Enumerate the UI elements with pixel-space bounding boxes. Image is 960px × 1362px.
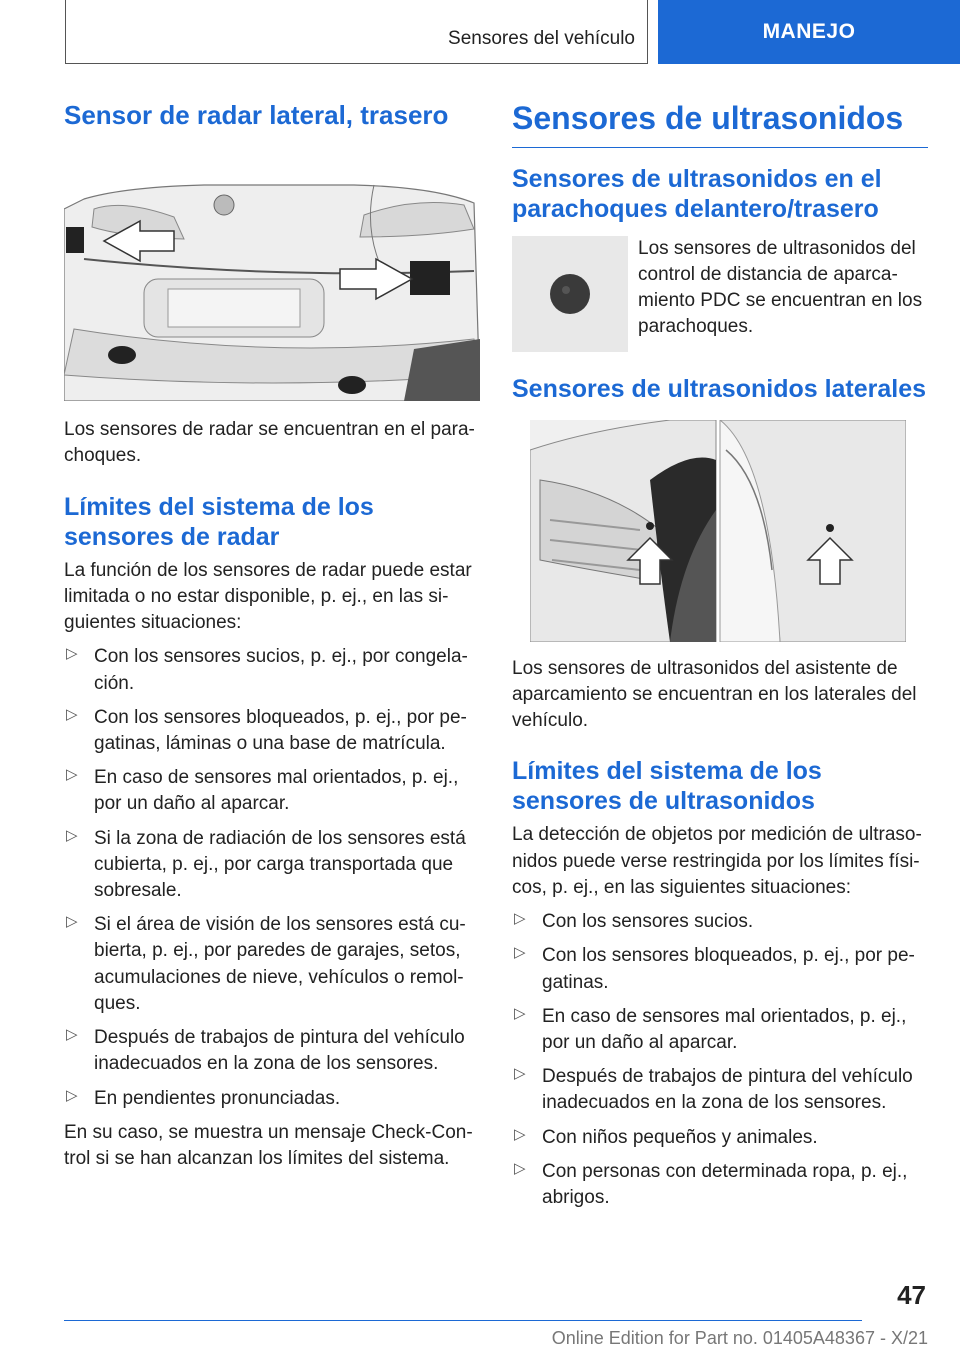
car-rear-radar-image (64, 179, 480, 401)
list-item: ▷ Después de trabajos de pintura del vehículo inadecuados en la zona de los sensores. (514, 1065, 913, 1114)
triangle-bullet-icon: ▷ (514, 1065, 526, 1083)
ultrasonic-bumper-title: Sensores de ultrasonidos en el parachoques delantero/trasero (512, 164, 882, 223)
radar-limits-title: Límites del sistema de los sensores de radar (64, 492, 374, 551)
ultrasonic-limits-title: Límites del sistema de los sensores de ultrasonidos (512, 757, 822, 816)
triangle-bullet-icon: ▷ (66, 826, 78, 844)
triangle-bullet-icon: ▷ (66, 1086, 78, 1104)
ultrasonic-limits-list (512, 909, 928, 1211)
side-ultrasonic-image (530, 420, 906, 642)
list-item: ▷ Con niños pequeños y animales. (514, 1125, 818, 1148)
list-item: ▷ Después de trabajos de pintura del vehículo inadecuados en la zona de los sensores. (66, 1026, 465, 1075)
list-item: ▷ Con los sensores sucios, p. ej., por congela-ción. (66, 645, 468, 694)
header-chapter-tab[interactable]: MANEJO (658, 0, 960, 64)
footer-edition: Online Edition for Part no. 01405A48367 - X/21 (551, 1328, 928, 1348)
triangle-bullet-icon: ▷ (514, 1125, 526, 1143)
ultrasonic-side-title: Sensores de ultrasonidos laterales (512, 374, 927, 403)
list-item: ▷ Si el área de visión de los sensores está cu-bierta, p. ej., por paredes de garajes, setos, acumulaciones de nieve, vehículos o remol-ques. (66, 913, 466, 1014)
pdc-text: Los sensores de ultrasonidos del control de distancia de aparca-miento PDC se encuentran en los parachoques. (638, 237, 923, 338)
triangle-bullet-icon: ▷ (66, 705, 78, 723)
ultrasonic-limits-intro: La detección de objetos por medición de ultraso-nidos puede verse restringida por los límites físi-cos, p. ej., en las siguientes situaciones: (512, 824, 922, 898)
triangle-bullet-icon: ▷ (66, 645, 78, 663)
radar-closing-text: En su caso, se muestra un mensaje Check-Con-trol si se han alcanzan los límites del sistema. (64, 1121, 473, 1169)
triangle-bullet-icon: ▷ (66, 913, 78, 931)
list-item: ▷ Con personas con determinada ropa, p. ej., abrigos. (514, 1159, 908, 1209)
left-column (64, 100, 480, 1172)
triangle-bullet-icon: ▷ (514, 944, 526, 962)
triangle-bullet-icon: ▷ (514, 910, 526, 928)
side-caption: Los sensores de ultrasonidos del asistente de aparcamiento se encuentran en los laterales del vehículo. (512, 657, 917, 732)
pdc-sensor-image (512, 236, 628, 352)
radar-caption: Los sensores de radar se encuentran en el para-choques. (64, 419, 475, 467)
radar-limits-intro: La función de los sensores de radar puede estar limitada o no estar disponible, p. ej., en las si-guientes situaciones: (64, 559, 472, 634)
radar-section-title: Sensor de radar lateral, trasero (64, 100, 449, 130)
triangle-bullet-icon: ▷ (66, 766, 78, 784)
right-column (512, 100, 928, 1219)
triangle-bullet-icon: ▷ (66, 1026, 78, 1044)
header-box (65, 0, 648, 64)
pdc-row (512, 236, 928, 352)
list-item: ▷ En caso de sensores mal orientados, p. ej., por un daño al aparcar. (66, 766, 459, 815)
list-item: ▷ En pendientes pronunciadas. (66, 1086, 341, 1109)
list-item: ▷ Con los sensores sucios. (514, 910, 754, 933)
list-item: ▷ Si la zona de radiación de los sensores está cubierta, p. ej., por carga transportada que sobresale. (66, 826, 466, 902)
list-item: ▷ En caso de sensores mal orientados, p. ej., por un daño al aparcar. (514, 1004, 907, 1053)
list-item: ▷ Con los sensores bloqueados, p. ej., por pe-gatinas, láminas o una base de matrícula. (66, 705, 467, 754)
triangle-bullet-icon: ▷ (514, 1159, 526, 1177)
header-section-title: Sensores del vehículo (448, 28, 635, 49)
radar-limits-list (64, 644, 480, 1112)
triangle-bullet-icon: ▷ (514, 1004, 526, 1022)
list-item: ▷ Con los sensores bloqueados, p. ej., por pe-gatinas. (514, 944, 915, 993)
page-number: 47 (897, 1280, 926, 1310)
ultrasonic-chapter-title: Sensores de ultrasonidos (512, 100, 928, 148)
footer-divider (64, 1320, 862, 1321)
